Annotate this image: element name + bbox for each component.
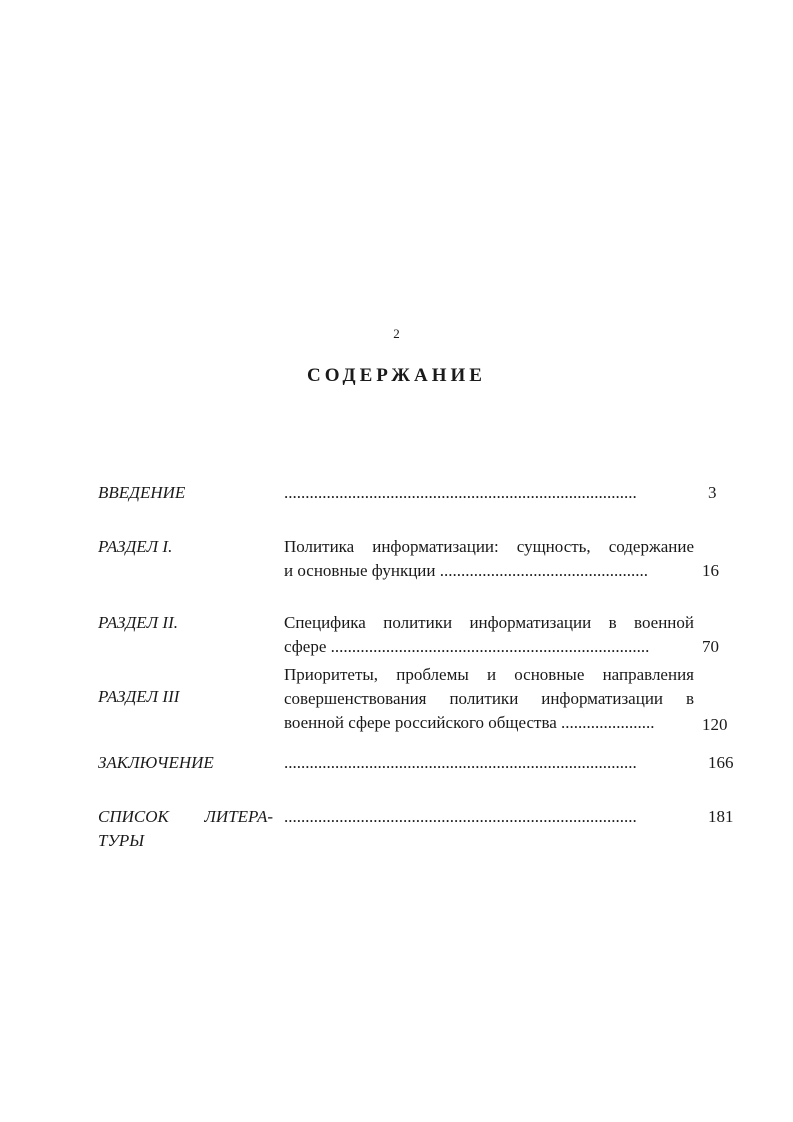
toc-entry-label: РАЗДЕЛ II. (98, 613, 179, 632)
toc-entry-label: РАЗДЕЛ III (98, 687, 180, 706)
toc-entry-text (284, 535, 694, 583)
toc-entry-line: Специфика политики информатизации в военной (284, 613, 694, 632)
toc-entry-label: ВВЕДЕНИЕ (98, 483, 186, 502)
toc-entry-label-line: СПИСОК ЛИТЕРА- (98, 807, 273, 826)
toc-entry-line: Политика информатизации: сущность, содержание (284, 537, 694, 556)
toc-entry-label-line: ТУРЫ (98, 831, 145, 850)
page-title: СОДЕРЖАНИЕ (307, 365, 486, 386)
toc-entry-label (98, 805, 273, 853)
toc-entry-leader (284, 751, 694, 775)
toc-entry-page: 70 (702, 637, 719, 656)
dot-leader: ................................................................................... (284, 753, 637, 772)
toc-entry-leader (284, 481, 694, 505)
page-number: 2 (393, 326, 400, 341)
toc-entry-line: сфере ........................................................................... (284, 637, 650, 656)
dot-leader: ................................................................................... (284, 483, 637, 502)
toc-entry-page: 3 (708, 483, 717, 502)
toc-entry-leader (284, 805, 694, 829)
toc-entry-line: военной сфере российского общества ...................... (284, 713, 655, 732)
toc-entry-page: 166 (708, 753, 734, 772)
toc-entry-page: 120 (702, 715, 728, 734)
toc-entry-label: ЗАКЛЮЧЕНИЕ (98, 753, 214, 772)
toc-entry-page: 181 (708, 807, 734, 826)
toc-entry-page: 16 (702, 561, 719, 580)
toc-entry-line: совершенствования политики информатизации в (284, 689, 694, 708)
toc-entry-label: РАЗДЕЛ I. (98, 537, 173, 556)
toc-entry-text (284, 663, 694, 735)
toc-entry-line: Приоритеты, проблемы и основные направления (284, 665, 694, 684)
toc-entry-text (284, 611, 694, 659)
toc-entry-line: и основные функции ................................................. (284, 561, 648, 580)
dot-leader: ................................................................................... (284, 807, 637, 826)
